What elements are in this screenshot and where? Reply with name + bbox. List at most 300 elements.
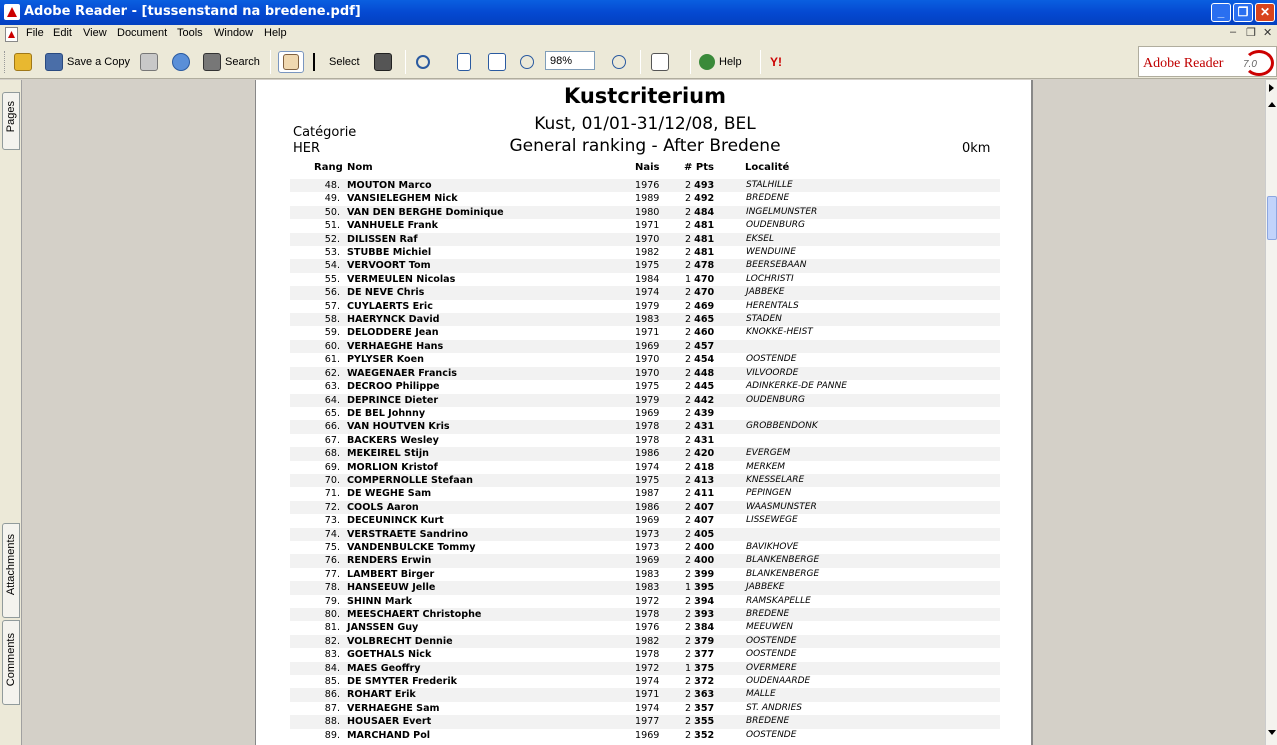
cell-pts: [685, 326, 714, 339]
menu-document[interactable]: Document: [117, 27, 168, 39]
table-row: [290, 259, 1000, 272]
cell-nom: VERMEULEN Nicolas: [347, 273, 456, 285]
cell-nom: VANDENBULCKE Tommy: [347, 541, 476, 553]
cell-count: 2: [685, 622, 692, 634]
cell-nom: JANSSEN Guy: [347, 622, 419, 634]
cell-count: 2: [685, 649, 692, 661]
cell-points: 420: [694, 448, 715, 460]
cell-rang: 68.: [324, 448, 340, 460]
table-row: [290, 715, 1000, 728]
print-button[interactable]: [140, 51, 162, 73]
table-row: [290, 326, 1000, 339]
toolbar-separator: [690, 50, 691, 74]
cell-rang: 59.: [324, 327, 340, 339]
cell-points: 375: [694, 662, 715, 674]
cell-nom: MARCHAND Pol: [347, 729, 431, 741]
cell-nais: 1978: [635, 649, 660, 661]
cell-pts: [685, 595, 714, 608]
table-row: [290, 554, 1000, 567]
toolbar-separator: [640, 50, 641, 74]
cell-localite: EVERGEM: [746, 448, 791, 459]
table-row: [290, 608, 1000, 621]
zoom-out-button[interactable]: [520, 51, 538, 73]
cell-points: 407: [694, 515, 715, 527]
cell-localite: OUDENAARDE: [746, 676, 811, 687]
hand-tool-button[interactable]: [278, 51, 304, 73]
cell-points: 470: [694, 287, 715, 299]
tab-attachments[interactable]: [2, 523, 20, 618]
cell-localite: HERENTALS: [746, 300, 799, 311]
cell-points: 445: [694, 381, 715, 393]
table-row: [290, 528, 1000, 541]
cell-nais: 1973: [635, 541, 660, 553]
menu-file[interactable]: File: [26, 27, 44, 39]
cell-points: 377: [694, 649, 715, 661]
cell-rang: 70.: [324, 474, 340, 486]
cell-localite: OUDENBURG: [746, 220, 806, 231]
cell-pts: [685, 353, 714, 366]
cell-localite: LISSEWEGE: [746, 515, 798, 526]
cell-localite: BREDENE: [746, 193, 790, 204]
cell-nom: VERHAEGHE Sam: [347, 702, 440, 714]
close-button[interactable]: ✕: [1255, 3, 1275, 22]
cell-pts: [685, 648, 714, 661]
doc-minimize-icon[interactable]: –: [1230, 26, 1237, 38]
cell-count: 2: [685, 609, 692, 620]
cell-nom: PYLYSER Koen: [347, 354, 424, 366]
cell-count: 2: [685, 220, 692, 232]
select-tool-button[interactable]: [313, 51, 360, 73]
cell-nom: CUYLAERTS Eric: [347, 300, 433, 312]
table-row: [290, 192, 1000, 205]
table-row: [290, 434, 1000, 447]
cell-nom: MORLION Kristof: [347, 461, 438, 473]
cell-pts: [685, 621, 714, 634]
email-globe-icon: [172, 53, 190, 71]
column-header-nom: Nom: [347, 162, 373, 173]
scroll-up-arrow-icon[interactable]: [1268, 102, 1276, 107]
cell-count: 2: [685, 340, 692, 352]
menu-window[interactable]: Window: [214, 27, 254, 39]
cell-count: 2: [685, 528, 692, 540]
cell-pts: [685, 447, 714, 460]
page-layout-button[interactable]: [651, 51, 673, 73]
table-row: [290, 246, 1000, 259]
cell-points: 355: [694, 716, 715, 728]
cell-nais: 1980: [635, 206, 660, 218]
cell-points: 395: [694, 582, 715, 594]
tab-comments-label: Comments: [5, 633, 17, 687]
cell-pts: [685, 380, 714, 393]
cell-count: 2: [685, 595, 692, 607]
cell-pts: [685, 487, 714, 500]
email-button[interactable]: [172, 51, 194, 73]
cell-nais: 1972: [635, 662, 660, 674]
cell-count: 2: [685, 407, 692, 419]
cell-localite: BLANKENBERGE: [746, 568, 820, 579]
cell-nais: 1978: [635, 434, 660, 446]
column-header-rang: Rang: [314, 162, 343, 173]
doc-restore-icon[interactable]: ❐: [1246, 27, 1256, 39]
cell-rang: 64.: [324, 394, 340, 406]
cell-points: 465: [694, 314, 715, 326]
cell-count: 2: [685, 541, 692, 553]
fit-width-button[interactable]: [488, 51, 510, 73]
cell-rang: 51.: [324, 220, 340, 232]
cell-localite: LOCHRISTI: [746, 273, 794, 284]
cell-nais: 1971: [635, 327, 660, 339]
table-row: [290, 420, 1000, 433]
table-row: [290, 541, 1000, 554]
yahoo-button[interactable]: [770, 51, 782, 73]
cell-rang: 87.: [324, 702, 340, 714]
cell-rang: 57.: [324, 300, 340, 312]
cell-rang: 66.: [324, 421, 340, 433]
cell-rang: 79.: [324, 595, 340, 607]
cell-points: 352: [694, 729, 715, 741]
cell-rang: 67.: [324, 434, 340, 446]
cell-pts: [685, 702, 714, 715]
cell-pts: [685, 675, 714, 688]
cell-nais: 1976: [635, 180, 660, 191]
cell-nom: VAN DEN BERGHE Dominique: [347, 206, 504, 218]
cell-rang: 83.: [324, 649, 340, 661]
cell-nais: 1974: [635, 676, 660, 688]
title-bar: [0, 0, 1277, 25]
cell-count: 2: [685, 448, 692, 460]
cell-points: 492: [694, 193, 715, 205]
cell-nom: SHINN Mark: [347, 595, 413, 607]
cell-rang: 71.: [324, 488, 340, 500]
cell-count: 2: [685, 233, 692, 245]
table-row: [290, 233, 1000, 246]
cell-points: 469: [694, 300, 715, 312]
table-row: [290, 595, 1000, 608]
toolbar-grip[interactable]: [4, 51, 7, 73]
menu-help[interactable]: Help: [264, 27, 287, 39]
cell-rang: 63.: [324, 381, 340, 393]
cell-count: 2: [685, 300, 692, 312]
cell-points: 357: [694, 702, 715, 714]
tab-attachments-label: Attachments: [5, 534, 17, 596]
brand-name: Adobe Reader: [1143, 56, 1224, 71]
cell-nais: 1974: [635, 702, 660, 714]
table-row: [290, 407, 1000, 420]
cell-nom: DECROO Philippe: [347, 381, 440, 393]
menu-edit[interactable]: Edit: [53, 27, 72, 39]
cell-rang: 52.: [324, 233, 340, 245]
cell-rang: 60.: [324, 340, 340, 352]
cell-count: 2: [685, 568, 692, 580]
cell-count: 2: [685, 354, 692, 366]
cell-points: 400: [694, 555, 715, 567]
cell-points: 481: [694, 220, 715, 232]
save-copy-label: Save a Copy: [67, 56, 130, 68]
cell-nais: 1975: [635, 260, 660, 272]
table-row: [290, 286, 1000, 299]
cell-rang: 81.: [324, 622, 340, 634]
save-disk-icon: [45, 53, 63, 71]
table-row: [290, 635, 1000, 648]
cell-points: 399: [694, 568, 715, 580]
cell-rang: 56.: [324, 287, 340, 299]
table-row: [290, 621, 1000, 634]
cell-count: 1: [685, 662, 692, 674]
table-row: [290, 219, 1000, 232]
search-button[interactable]: [203, 51, 260, 73]
minimize-button[interactable]: _: [1211, 3, 1231, 22]
cell-pts: [685, 407, 714, 420]
text-cursor-icon: [313, 53, 325, 71]
fit-page-icon: [457, 53, 471, 71]
cell-localite: OOSTENDE: [746, 729, 797, 740]
cell-points: 363: [694, 689, 715, 701]
yahoo-icon: Y!: [770, 55, 782, 69]
cell-rang: 72.: [324, 501, 340, 513]
cell-rang: 48.: [324, 180, 340, 191]
cell-localite: BLANKENBERGE: [746, 555, 820, 566]
table-row: [290, 487, 1000, 500]
cell-pts: [685, 367, 714, 380]
adobe-logo-icon: [1244, 50, 1274, 76]
cell-localite: BREDENE: [746, 716, 790, 727]
cell-nais: 1971: [635, 689, 660, 701]
cell-points: 481: [694, 247, 715, 259]
fit-page-button[interactable]: [457, 51, 475, 73]
table-row: [290, 300, 1000, 313]
zoom-in-tool-button[interactable]: [416, 51, 434, 73]
navigation-panel: [0, 80, 22, 745]
select-label: Select: [329, 56, 360, 68]
cell-pts: [685, 501, 714, 514]
cell-nais: 1969: [635, 407, 660, 419]
cell-nais: 1986: [635, 448, 660, 460]
search-label: Search: [225, 56, 260, 68]
cell-points: 439: [694, 407, 715, 419]
toolbar-separator: [405, 50, 406, 74]
cell-points: 372: [694, 676, 715, 688]
cell-nom: DE BEL Johnny: [347, 407, 426, 419]
zoom-input[interactable]: [545, 51, 595, 70]
cell-count: 2: [685, 434, 692, 446]
cell-pts: [685, 233, 714, 246]
cell-nais: 1983: [635, 314, 660, 326]
cell-rang: 55.: [324, 273, 340, 285]
cell-points: 442: [694, 394, 715, 406]
cell-localite: MERKEM: [746, 461, 786, 472]
cell-localite: BREDENE: [746, 609, 790, 619]
toolbar-separator: [760, 50, 761, 74]
cell-rang: 53.: [324, 247, 340, 259]
cell-rang: 61.: [324, 354, 340, 366]
cell-rang: 75.: [324, 541, 340, 553]
zoom-in-button[interactable]: [612, 51, 630, 73]
cell-rang: 74.: [324, 528, 340, 540]
cell-nais: 1974: [635, 461, 660, 473]
cell-rang: 69.: [324, 461, 340, 473]
cell-count: 2: [685, 367, 692, 379]
cell-rang: 84.: [324, 662, 340, 674]
fit-width-icon: [488, 53, 506, 71]
cell-rang: 76.: [324, 555, 340, 567]
cell-nais: 1976: [635, 622, 660, 634]
cell-nom: DILISSEN Raf: [347, 233, 418, 245]
snapshot-button[interactable]: [374, 51, 396, 73]
cell-nom: HOUSAER Evert: [347, 716, 432, 728]
tab-pages[interactable]: [2, 92, 20, 150]
document-subtitle-ranking: General ranking - After Bredene: [509, 136, 781, 156]
cell-localite: STALHILLE: [746, 180, 793, 190]
cell-localite: EKSEL: [746, 233, 775, 244]
cell-pts: [685, 420, 714, 433]
panel-expand-arrow-icon[interactable]: [1269, 84, 1274, 92]
cell-points: 394: [694, 595, 715, 607]
hand-icon: [283, 54, 299, 70]
cell-localite: OOSTENDE: [746, 354, 797, 365]
cell-localite: KNESSELARE: [746, 474, 805, 485]
cell-nais: 1983: [635, 582, 660, 594]
cell-points: 478: [694, 260, 715, 272]
cell-rang: 54.: [324, 260, 340, 272]
document-heading: Kustcriterium: [563, 84, 727, 108]
cell-count: 2: [685, 702, 692, 714]
cell-nom: COMPERNOLLE Stefaan: [347, 474, 473, 486]
cell-nom: DE WEGHE Sam: [347, 488, 432, 500]
cell-nom: VERSTRAETE Sandrino: [347, 528, 469, 540]
pdf-page: [255, 80, 1033, 745]
cell-points: 481: [694, 233, 715, 245]
magnifier-icon: [416, 55, 430, 69]
cell-localite: PEPINGEN: [746, 488, 792, 499]
cell-nais: 1989: [635, 193, 660, 205]
cell-nom: HAERYNCK David: [347, 314, 440, 326]
help-label: Help: [719, 56, 742, 68]
open-button[interactable]: [14, 51, 36, 73]
table-row: [290, 581, 1000, 594]
table-row: [290, 340, 1000, 353]
cell-rang: 58.: [324, 314, 340, 326]
menu-view[interactable]: View: [83, 27, 107, 39]
plus-circle-icon: [612, 55, 626, 69]
cell-nais: 1977: [635, 716, 660, 728]
cell-pts: [685, 300, 714, 313]
category-label: Catégorie: [293, 125, 357, 140]
cell-count: 2: [685, 488, 692, 500]
scroll-down-arrow-icon[interactable]: [1268, 730, 1276, 735]
cell-count: 2: [685, 474, 692, 486]
save-copy-button[interactable]: [45, 51, 130, 73]
adobe-reader-app-icon: [4, 4, 20, 20]
maximize-button[interactable]: ❐: [1233, 3, 1253, 22]
cell-points: 431: [694, 434, 715, 446]
tab-comments[interactable]: [2, 620, 20, 705]
cell-localite: BAVIKHOVE: [746, 541, 799, 552]
cell-count: 2: [685, 555, 692, 567]
doc-close-icon[interactable]: ✕: [1263, 27, 1273, 39]
category-value: HER: [293, 141, 321, 156]
cell-nom: DE SMYTER Frederik: [347, 676, 458, 688]
document-view[interactable]: [23, 80, 1265, 745]
cell-rang: 86.: [324, 689, 340, 701]
help-button[interactable]: [699, 51, 742, 73]
menu-tools[interactable]: Tools: [177, 27, 203, 39]
cell-points: 457: [694, 340, 715, 352]
cell-localite: JABBEKE: [746, 582, 785, 593]
vertical-scrollbar[interactable]: [1265, 80, 1277, 745]
cell-nom: MEKEIREL Stijn: [347, 448, 429, 460]
cell-count: 2: [685, 260, 692, 272]
cell-points: 413: [694, 474, 715, 486]
cell-nais: 1979: [635, 300, 660, 312]
cell-points: 454: [694, 354, 715, 366]
cell-count: 2: [685, 287, 692, 299]
cell-rang: 73.: [324, 515, 340, 527]
cell-rang: 49.: [324, 193, 340, 205]
cell-nom: VAN HOUTVEN Kris: [347, 421, 450, 433]
table-row: [290, 662, 1000, 675]
scroll-thumb[interactable]: [1267, 196, 1277, 240]
toolbar: [0, 44, 1277, 79]
cell-pts: [685, 340, 714, 353]
table-row: [290, 380, 1000, 393]
cell-pts: [685, 219, 714, 232]
cell-points: 493: [694, 180, 715, 191]
table-row: [290, 353, 1000, 366]
cell-nais: 1979: [635, 394, 660, 406]
cell-pts: [685, 729, 714, 742]
table-row: [290, 675, 1000, 688]
camera-icon: [374, 53, 392, 71]
column-header-pts: # Pts: [684, 162, 714, 173]
cell-rang: 82.: [324, 635, 340, 647]
cell-nom: MEESCHAERT Christophe: [347, 609, 482, 620]
cell-nais: 1970: [635, 233, 660, 245]
cell-pts: [685, 514, 714, 527]
cell-pts: [685, 286, 714, 299]
cell-localite: KNOKKE-HEIST: [746, 327, 813, 338]
cell-pts: [685, 662, 714, 675]
cell-nom: GOETHALS Nick: [347, 649, 432, 661]
table-row: [290, 206, 1000, 219]
cell-pts: [685, 554, 714, 567]
cell-localite: MALLE: [746, 689, 776, 700]
cell-nom: VERHAEGHE Hans: [347, 340, 444, 352]
cell-pts: [685, 273, 714, 286]
binoculars-icon: [203, 53, 221, 71]
cell-nais: 1969: [635, 340, 660, 352]
cell-localite: OOSTENDE: [746, 649, 797, 660]
cell-nom: RENDERS Erwin: [347, 555, 432, 567]
cell-points: 379: [694, 635, 715, 647]
cell-points: 411: [694, 488, 715, 500]
cell-points: 405: [694, 528, 715, 540]
cell-count: 2: [685, 635, 692, 647]
column-header-localite: Localité: [745, 162, 790, 173]
cell-localite: JABBEKE: [746, 287, 785, 298]
cell-nais: 1975: [635, 474, 660, 486]
open-folder-icon: [14, 53, 32, 71]
cell-points: 393: [694, 609, 715, 620]
cell-points: 484: [694, 206, 715, 218]
cell-count: 1: [685, 273, 692, 285]
table-row: [290, 461, 1000, 474]
document-icon[interactable]: [5, 27, 18, 42]
cell-nom: MOUTON Marco: [347, 180, 432, 191]
table-row: [290, 501, 1000, 514]
cell-count: 2: [685, 676, 692, 688]
cell-nom: LAMBERT Birger: [347, 568, 435, 580]
cell-rang: 62.: [324, 367, 340, 379]
